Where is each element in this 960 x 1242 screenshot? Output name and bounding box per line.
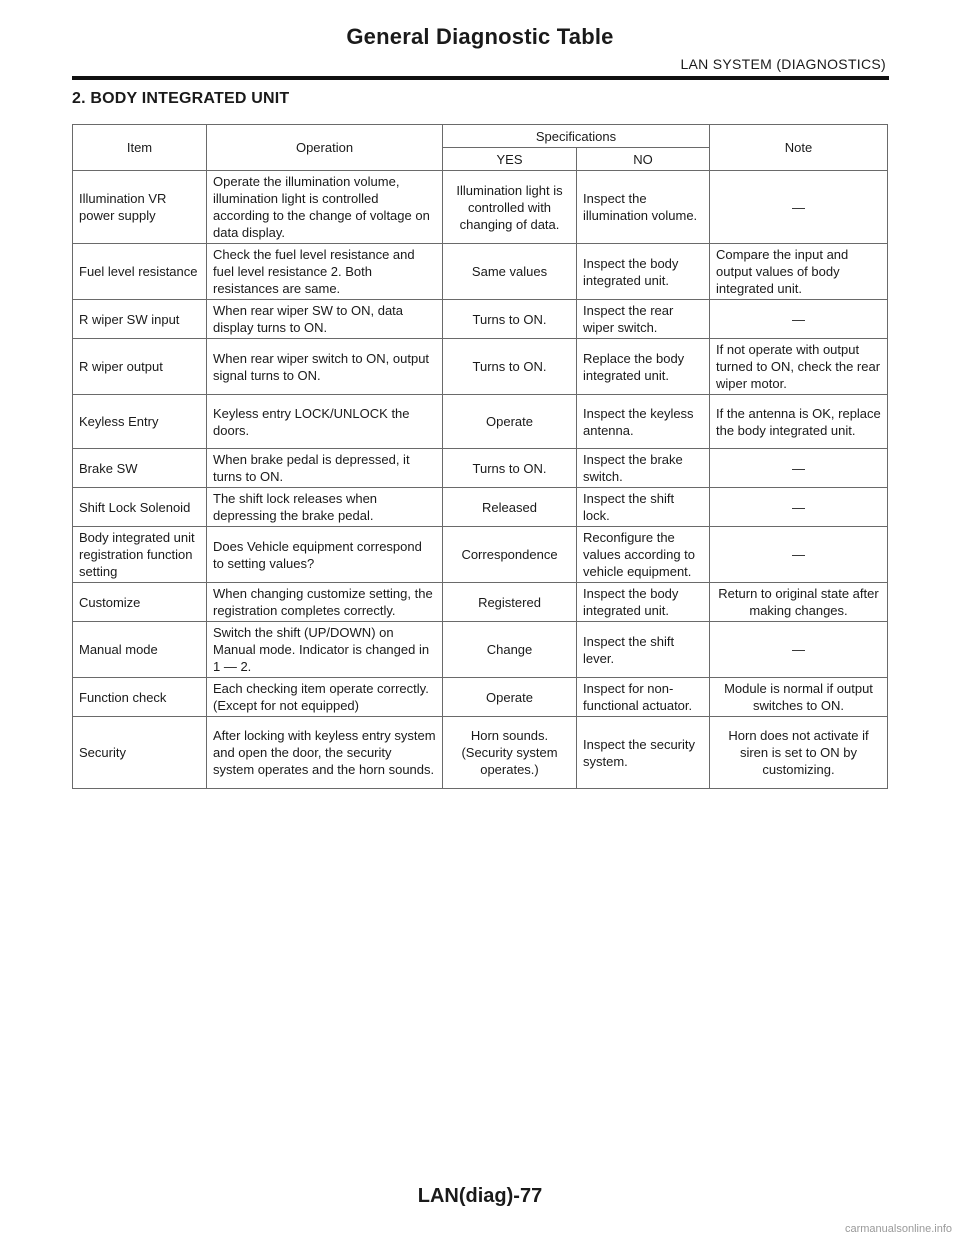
diagnostic-table bbox=[72, 124, 888, 789]
cell-item: Keyless Entry bbox=[73, 395, 207, 449]
cell-item: Brake SW bbox=[73, 449, 207, 488]
cell-no: Inspect the illumination volume. bbox=[577, 171, 710, 244]
cell-no: Inspect the security system. bbox=[577, 717, 710, 789]
cell-note: — bbox=[710, 527, 888, 583]
cell-no: Inspect for non-functional actuator. bbox=[577, 678, 710, 717]
table-row bbox=[73, 339, 888, 395]
cell-item: R wiper SW input bbox=[73, 300, 207, 339]
section-title: 2. BODY INTEGRATED UNIT bbox=[72, 90, 290, 107]
cell-note: Module is normal if output switches to ON. bbox=[710, 678, 888, 717]
table-row bbox=[73, 395, 888, 449]
cell-operation: After locking with keyless entry system and open the door, the security system operates and the horn sounds. bbox=[207, 717, 443, 789]
header-operation: Operation bbox=[207, 125, 443, 171]
cell-note: Compare the input and output values of body integrated unit. bbox=[710, 244, 888, 300]
table-row bbox=[73, 171, 888, 244]
table-row bbox=[73, 583, 888, 622]
table-row bbox=[73, 488, 888, 527]
cell-item: Manual mode bbox=[73, 622, 207, 678]
table-row bbox=[73, 717, 888, 789]
cell-operation: When rear wiper switch to ON, output signal turns to ON. bbox=[207, 339, 443, 395]
cell-no: Inspect the shift lock. bbox=[577, 488, 710, 527]
cell-operation: The shift lock releases when depressing the brake pedal. bbox=[207, 488, 443, 527]
cell-item: Shift Lock Solenoid bbox=[73, 488, 207, 527]
table-row bbox=[73, 622, 888, 678]
section-header: LAN SYSTEM (DIAGNOSTICS) bbox=[680, 56, 886, 72]
cell-item: Fuel level resistance bbox=[73, 244, 207, 300]
watermark: carmanualsonline.info bbox=[844, 1223, 952, 1235]
cell-yes: Turns to ON. bbox=[443, 300, 577, 339]
cell-item: Body integrated unit registration function setting bbox=[73, 527, 207, 583]
cell-no: Replace the body integrated unit. bbox=[577, 339, 710, 395]
cell-operation: Keyless entry LOCK/UNLOCK the doors. bbox=[207, 395, 443, 449]
cell-yes: Horn sounds. (Security system operates.) bbox=[443, 717, 577, 789]
cell-note: — bbox=[710, 449, 888, 488]
cell-operation: Does Vehicle equipment correspond to setting values? bbox=[207, 527, 443, 583]
cell-no: Inspect the rear wiper switch. bbox=[577, 300, 710, 339]
cell-yes: Operate bbox=[443, 395, 577, 449]
cell-note: If the antenna is OK, replace the body integrated unit. bbox=[710, 395, 888, 449]
cell-note: If not operate with output turned to ON, check the rear wiper motor. bbox=[710, 339, 888, 395]
cell-yes: Released bbox=[443, 488, 577, 527]
cell-yes: Illumination light is controlled with changing of data. bbox=[443, 171, 577, 244]
cell-operation: Operate the illumination volume, illumination light is controlled according to the change of voltage on data display. bbox=[207, 171, 443, 244]
header-no: NO bbox=[577, 148, 710, 171]
cell-operation: When rear wiper SW to ON, data display turns to ON. bbox=[207, 300, 443, 339]
table-row bbox=[73, 244, 888, 300]
cell-yes: Same values bbox=[443, 244, 577, 300]
cell-no: Inspect the keyless antenna. bbox=[577, 395, 710, 449]
cell-operation: When changing customize setting, the registration completes correctly. bbox=[207, 583, 443, 622]
cell-operation: When brake pedal is depressed, it turns to ON. bbox=[207, 449, 443, 488]
cell-operation: Switch the shift (UP/DOWN) on Manual mode. Indicator is changed in 1 — 2. bbox=[207, 622, 443, 678]
table-row bbox=[73, 449, 888, 488]
page-title: General Diagnostic Table bbox=[346, 24, 614, 49]
cell-no: Reconfigure the values according to vehicle equipment. bbox=[577, 527, 710, 583]
cell-note: — bbox=[710, 488, 888, 527]
cell-no: Inspect the shift lever. bbox=[577, 622, 710, 678]
header-rule bbox=[72, 76, 889, 80]
cell-note: — bbox=[710, 300, 888, 339]
cell-item: Customize bbox=[73, 583, 207, 622]
cell-note: — bbox=[710, 622, 888, 678]
cell-note: Horn does not activate if siren is set to ON by customizing. bbox=[710, 717, 888, 789]
header-specifications: Specifications bbox=[443, 125, 710, 148]
page-code: LAN(diag)-77 bbox=[417, 1185, 543, 1207]
cell-yes: Correspondence bbox=[443, 527, 577, 583]
table-row bbox=[73, 300, 888, 339]
cell-no: Inspect the body integrated unit. bbox=[577, 583, 710, 622]
cell-no: Inspect the brake switch. bbox=[577, 449, 710, 488]
cell-yes: Turns to ON. bbox=[443, 339, 577, 395]
header-note: Note bbox=[710, 125, 888, 171]
cell-no: Inspect the body integrated unit. bbox=[577, 244, 710, 300]
cell-item: R wiper output bbox=[73, 339, 207, 395]
cell-note: Return to original state after making changes. bbox=[710, 583, 888, 622]
cell-item: Security bbox=[73, 717, 207, 789]
cell-item: Illumination VR power supply bbox=[73, 171, 207, 244]
header-item: Item bbox=[73, 125, 207, 171]
header-yes: YES bbox=[443, 148, 577, 171]
table-row bbox=[73, 678, 888, 717]
cell-operation: Check the fuel level resistance and fuel level resistance 2. Both resistances are same. bbox=[207, 244, 443, 300]
table-header-row bbox=[73, 125, 888, 148]
cell-note: — bbox=[710, 171, 888, 244]
cell-yes: Operate bbox=[443, 678, 577, 717]
cell-yes: Turns to ON. bbox=[443, 449, 577, 488]
table-row bbox=[73, 527, 888, 583]
cell-item: Function check bbox=[73, 678, 207, 717]
cell-operation: Each checking item operate correctly. (Except for not equipped) bbox=[207, 678, 443, 717]
cell-yes: Change bbox=[443, 622, 577, 678]
cell-yes: Registered bbox=[443, 583, 577, 622]
